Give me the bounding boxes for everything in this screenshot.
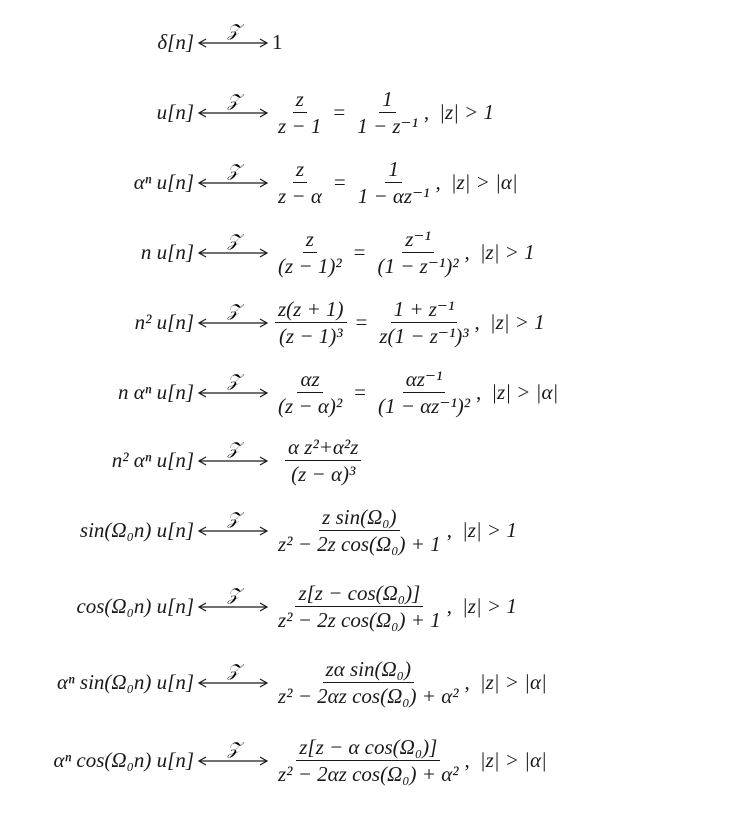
z-transform-arrow xyxy=(196,362,270,422)
z-domain-expression xyxy=(282,430,364,490)
fraction xyxy=(275,156,325,209)
transform-symbol: 𝒵 xyxy=(227,585,241,604)
fraction xyxy=(275,226,345,279)
numerator: 1 + z⁻¹ xyxy=(391,296,458,323)
transform-pair-row xyxy=(0,576,741,636)
comma: , xyxy=(476,379,482,404)
numerator: z xyxy=(303,226,317,253)
comma: , xyxy=(435,169,441,194)
z-domain-expression xyxy=(272,576,517,636)
z-domain-expression xyxy=(272,82,494,142)
fraction xyxy=(376,296,471,349)
region-of-convergence: |z| > 1 xyxy=(489,309,545,334)
transform-symbol: 𝒵 xyxy=(227,739,241,758)
time-domain-signal: δ[n] xyxy=(157,29,194,54)
transform-pair-row xyxy=(0,652,741,712)
transform-symbol: 𝒵 xyxy=(227,231,241,250)
denominator: z² − 2αz cos(Ω₀) + α² xyxy=(278,683,459,708)
transform-pair-row xyxy=(0,500,741,560)
transform-symbol: 𝒵 xyxy=(227,509,241,528)
denominator: (z − α)³ xyxy=(291,461,356,486)
denominator: (1 − z⁻¹)² xyxy=(377,253,459,278)
region-of-convergence: |z| > |α| xyxy=(479,669,547,694)
region-of-convergence: |z| > |α| xyxy=(479,747,547,772)
equals-sign: = xyxy=(333,169,346,194)
transform-symbol: 𝒵 xyxy=(227,439,241,458)
fraction xyxy=(355,156,433,209)
region-of-convergence: |z| > 1 xyxy=(439,99,495,124)
time-domain-signal: αⁿ cos(Ω₀n) u[n] xyxy=(53,747,194,772)
time-domain-signal: αⁿ sin(Ω₀n) u[n] xyxy=(57,669,194,694)
denominator: (z − 1)² xyxy=(278,253,342,278)
transform-symbol: 𝒵 xyxy=(227,661,241,680)
numerator: z sin(Ω₀) xyxy=(319,504,399,531)
time-domain-signal: αⁿ u[n] xyxy=(133,169,194,194)
equals-sign: = xyxy=(353,239,366,264)
transform-symbol: 𝒵 xyxy=(227,301,241,320)
equals-sign: = xyxy=(354,379,366,404)
time-domain-signal: n αⁿ u[n] xyxy=(118,379,194,404)
transform-symbol: 𝒵 xyxy=(227,371,241,390)
fraction xyxy=(275,86,324,139)
region-of-convergence: |z| > |α| xyxy=(450,169,518,194)
z-domain-expression xyxy=(272,730,547,790)
time-domain-signal: n² αⁿ u[n] xyxy=(111,447,194,472)
numerator: z xyxy=(293,86,307,113)
comma: , xyxy=(446,593,452,618)
z-transform-arrow xyxy=(196,652,270,712)
z-transform-arrow xyxy=(196,500,270,560)
time-domain-signal: cos(Ω₀n) u[n] xyxy=(76,593,194,618)
numerator: αz⁻¹ xyxy=(403,366,446,393)
comma: , xyxy=(464,239,470,264)
fraction xyxy=(275,656,462,709)
fraction xyxy=(374,226,461,279)
comma: , xyxy=(474,309,480,334)
numerator: 1 xyxy=(385,156,402,183)
numerator: z[z − α cos(Ω₀)] xyxy=(296,734,440,761)
numerator: α z²+α²z xyxy=(285,434,361,461)
transform-pair-row xyxy=(0,82,741,142)
fraction xyxy=(275,366,345,419)
denominator: 1 − z⁻¹ xyxy=(357,113,418,138)
z-domain-expression xyxy=(272,652,547,712)
z-transform-arrow xyxy=(196,430,270,490)
time-domain-signal: n² u[n] xyxy=(134,309,194,334)
numerator: z xyxy=(293,156,307,183)
transform-pair-row xyxy=(0,730,741,790)
comma: , xyxy=(423,99,430,124)
z-domain-expression xyxy=(272,362,558,422)
transform-pair-row xyxy=(0,12,741,72)
numerator: 1 xyxy=(379,86,396,113)
fraction xyxy=(354,86,421,139)
time-domain-signal: sin(Ω₀n) u[n] xyxy=(79,517,194,542)
equals-sign: = xyxy=(355,309,368,334)
comma: , xyxy=(464,747,470,772)
denominator: (1 − αz⁻¹)² xyxy=(378,393,471,418)
denominator: z − α xyxy=(278,183,322,208)
region-of-convergence: |z| > 1 xyxy=(461,517,517,542)
z-transform-arrow xyxy=(196,152,270,212)
transform-pair-row xyxy=(0,430,741,490)
time-domain-signal: n u[n] xyxy=(140,239,194,264)
z-transform-arrow xyxy=(196,222,270,282)
denominator: (z − 1)³ xyxy=(278,323,343,348)
denominator: z − 1 xyxy=(278,113,322,138)
fraction xyxy=(275,504,444,557)
z-domain-expression xyxy=(272,292,545,352)
z-domain-expression xyxy=(272,500,517,560)
fraction xyxy=(275,580,444,633)
transform-pair-row xyxy=(0,362,741,422)
comma: , xyxy=(464,669,470,694)
comma: , xyxy=(446,517,452,542)
transform-symbol: 𝒵 xyxy=(227,161,241,180)
time-domain-signal: u[n] xyxy=(156,99,194,124)
z-transform-arrow xyxy=(196,730,270,790)
z-transform-arrow xyxy=(196,82,270,142)
denominator: z² − 2αz cos(Ω₀) + α² xyxy=(278,761,459,786)
denominator: z(1 − z⁻¹)³ xyxy=(379,323,469,348)
z-domain-expression xyxy=(272,152,518,212)
region-of-convergence: |z| > 1 xyxy=(479,239,535,264)
transform-value: 1 xyxy=(272,29,283,54)
denominator: z² − 2z cos(Ω₀) + 1 xyxy=(278,531,441,556)
transform-pair-row xyxy=(0,152,741,212)
fraction xyxy=(375,366,473,419)
numerator: z(z + 1) xyxy=(275,296,347,323)
numerator: zα sin(Ω₀) xyxy=(323,656,414,683)
z-transform-arrow xyxy=(196,292,270,352)
transform-pair-row xyxy=(0,222,741,282)
z-domain-expression xyxy=(272,222,535,282)
transform-pair-row xyxy=(0,292,741,352)
fraction xyxy=(275,734,462,787)
fraction xyxy=(275,296,347,349)
z-transform-arrow xyxy=(196,12,270,72)
region-of-convergence: |z| > 1 xyxy=(461,593,517,618)
z-domain-expression xyxy=(272,12,283,72)
transform-symbol: 𝒵 xyxy=(227,91,241,110)
transform-symbol: 𝒵 xyxy=(227,21,241,40)
equals-sign: = xyxy=(333,99,346,124)
numerator: z[z − cos(Ω₀)] xyxy=(295,580,423,607)
denominator: z² − 2z cos(Ω₀) + 1 xyxy=(278,607,441,632)
denominator: 1 − αz⁻¹ xyxy=(357,183,430,208)
numerator: z⁻¹ xyxy=(402,226,434,253)
fraction xyxy=(285,434,361,487)
numerator: αz xyxy=(297,366,322,393)
z-transform-arrow xyxy=(196,576,270,636)
region-of-convergence: |z| > |α| xyxy=(491,379,559,404)
denominator: (z − α)² xyxy=(278,393,343,418)
